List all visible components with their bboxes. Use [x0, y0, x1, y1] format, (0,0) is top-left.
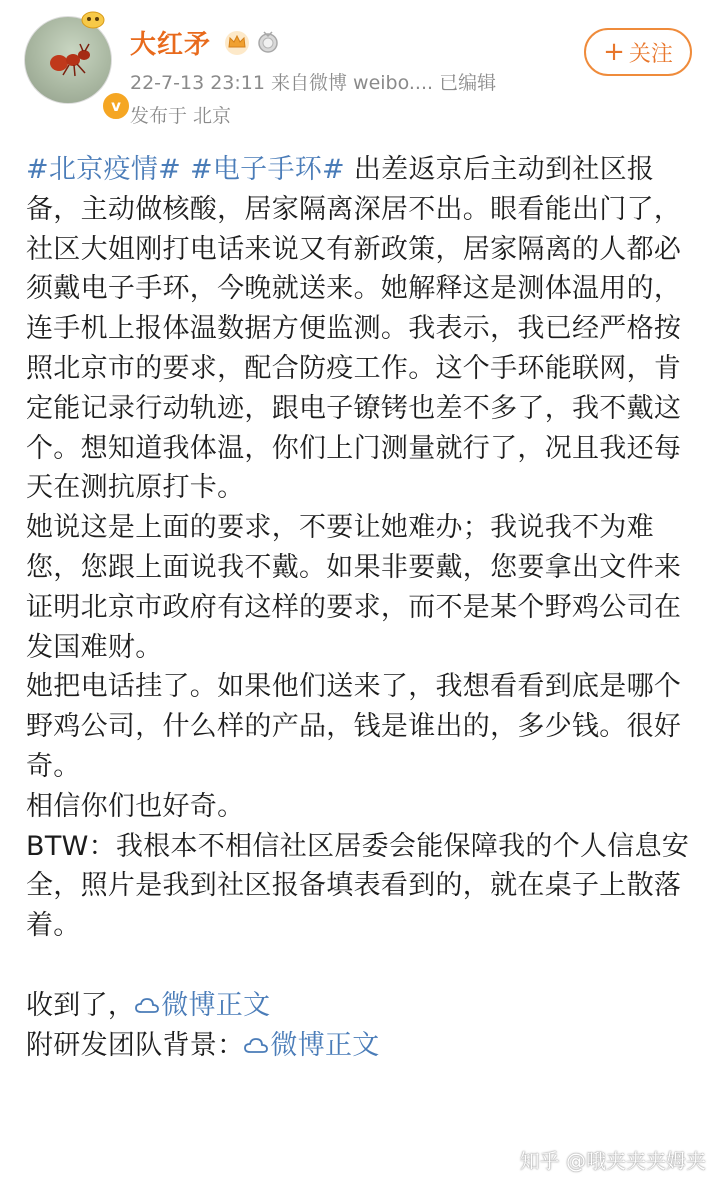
- post-body: [26, 150, 696, 1066]
- follow-button[interactable]: [584, 28, 692, 76]
- verified-v-icon: v: [100, 90, 132, 122]
- post-paragraph-1: [26, 150, 696, 508]
- weibo-text-link-2[interactable]: [244, 1030, 379, 1061]
- post-paragraph-2: 她说这是上面的要求，不要让她难办；我说我不为难您，您跟上面说我不戴。如果非要戴，您要拿出文件来证明北京市政府有这样的要求，而不是某个野鸡公司在发国难财。: [26, 512, 682, 663]
- post-paragraph-3: 她把电话挂了。如果他们送来了，我想看看到底是哪个野鸡公司，什么样的产品，钱是谁出的，多少钱。很好奇。: [26, 671, 682, 782]
- weibo-text-link-1[interactable]: [135, 990, 270, 1021]
- plus-icon: +: [603, 37, 625, 67]
- post-meta: 22-7-13 23:11 来自微博 weibo.... 已编辑: [130, 72, 497, 94]
- post-paragraph-4: 相信你们也好奇。: [26, 790, 245, 822]
- link-row-2: [26, 1026, 696, 1066]
- username[interactable]: 大红矛: [130, 30, 212, 60]
- spacer: [26, 946, 696, 986]
- medal-icon: [256, 30, 280, 54]
- ant-avatar-icon: [47, 43, 91, 77]
- weibo-link-2-label: 微博正文: [270, 1029, 380, 1061]
- crown-icon: [224, 30, 250, 56]
- cloud-link-icon: [244, 1037, 268, 1055]
- post-header: [0, 0, 720, 140]
- hashtag-electronic-bracelet[interactable]: #电子手环#: [189, 154, 345, 185]
- sticker-icon: [80, 8, 106, 30]
- link-row-1-prefix: 收到了，: [26, 989, 136, 1021]
- hashtag-beijing-epidemic[interactable]: #北京疫情#: [26, 154, 182, 185]
- post-location: 发布于 北京: [130, 105, 232, 127]
- follow-label: 关注: [628, 41, 673, 67]
- weibo-link-1-label: 微博正文: [161, 989, 271, 1021]
- link-row-2-prefix: 附研发团队背景：: [26, 1029, 245, 1061]
- zhihu-watermark: 知乎 @哦夹夹夹姆夹: [519, 1149, 706, 1173]
- post-paragraph-5: BTW：我根本不相信社区居委会能保障我的个人信息安全，照片是我到社区报备填表看到的，就在桌子上散落着。: [26, 830, 690, 942]
- link-row-1: [26, 986, 696, 1026]
- paragraph-1-text: 出差返京后主动到社区报备，主动做核酸，居家隔离深居不出。眼看能出门了，社区大姐刚打电话来说又有新政策，居家隔离的人都必须戴电子手环，今晚就送来。她解释这是测体温用的，连手机上报体温数据方便监测。我表示，我已经严格按照北京市的要求，配合防疫工作。这个手环能联网，肯定能记录行动轨迹，跟电子镣铐也差不多了，我不戴这个。想知道我体温，你们上门测量就行了，况且我还每天在测抗原打卡。: [26, 154, 682, 504]
- cloud-link-icon: [135, 997, 159, 1015]
